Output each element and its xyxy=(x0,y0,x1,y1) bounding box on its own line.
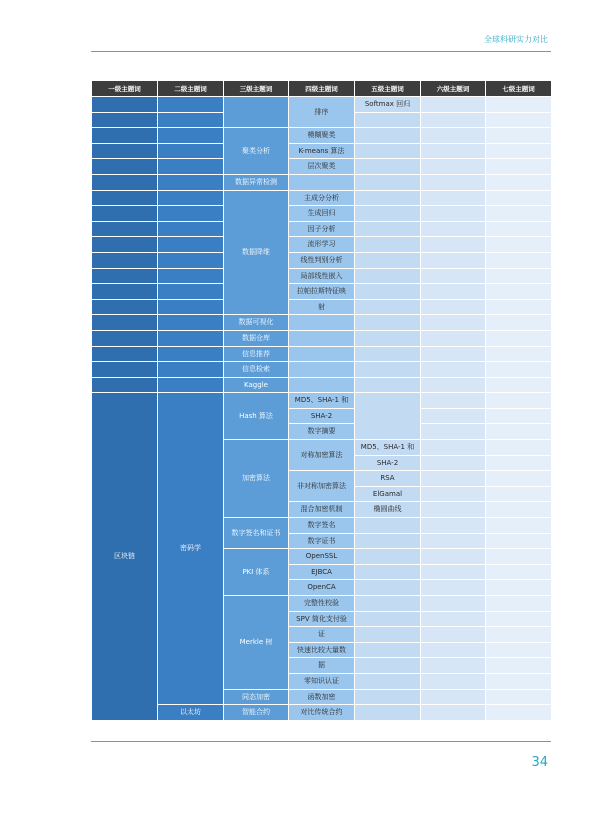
table-cell xyxy=(158,174,224,190)
table-cell: 信息推荐 xyxy=(224,346,289,362)
table-cell xyxy=(421,455,486,471)
table-cell xyxy=(421,221,486,237)
table-cell: 函数加密 xyxy=(289,689,355,705)
table-cell xyxy=(92,252,158,268)
table-cell: 以太坊 xyxy=(158,705,224,721)
table-cell: OpenSSL xyxy=(289,549,355,565)
table-cell xyxy=(355,252,421,268)
table-cell: 主成分分析 xyxy=(289,190,355,206)
header-title: 全球科研实力对比 xyxy=(484,35,548,44)
table-cell xyxy=(486,408,552,424)
table-cell xyxy=(421,143,486,159)
table-cell xyxy=(486,549,552,565)
table-cell xyxy=(92,97,158,113)
table-cell xyxy=(421,611,486,627)
table-row xyxy=(92,346,552,362)
table-row xyxy=(92,190,552,206)
table-cell xyxy=(355,128,421,144)
table-cell xyxy=(486,315,552,331)
table-cell: 数据仓库 xyxy=(224,330,289,346)
table-cell: 非对称加密算法 xyxy=(289,471,355,502)
table-cell xyxy=(158,268,224,284)
table-cell: SPV 简化支付验 xyxy=(289,611,355,627)
table-cell xyxy=(289,330,355,346)
table-cell xyxy=(486,190,552,206)
table-cell xyxy=(92,221,158,237)
table-cell: 加密算法 xyxy=(224,440,289,518)
table-row xyxy=(92,206,552,222)
table-cell: Merkle 树 xyxy=(224,596,289,690)
table-cell xyxy=(486,377,552,393)
table-cell: 同态加密 xyxy=(224,689,289,705)
table-cell xyxy=(355,237,421,253)
table-cell xyxy=(421,705,486,721)
table-row xyxy=(92,97,552,113)
table-cell: EJBCA xyxy=(289,564,355,580)
table-cell xyxy=(421,315,486,331)
table-cell xyxy=(486,596,552,612)
table-cell xyxy=(158,330,224,346)
table-cell xyxy=(355,299,421,315)
table-cell: 椭圆曲线 xyxy=(355,502,421,518)
table-cell xyxy=(158,143,224,159)
table-cell xyxy=(421,689,486,705)
table-cell xyxy=(355,284,421,300)
table-cell xyxy=(421,549,486,565)
table-cell xyxy=(92,237,158,253)
column-header-level5: 五级主题词 xyxy=(355,81,421,97)
table-cell xyxy=(486,424,552,440)
footer-divider xyxy=(91,741,551,742)
table-cell xyxy=(158,315,224,331)
table-cell xyxy=(355,330,421,346)
table-row xyxy=(92,705,552,721)
table-cell: 区块链 xyxy=(92,393,158,720)
table-cell xyxy=(355,689,421,705)
table-cell: 模糊聚类 xyxy=(289,128,355,144)
table-cell xyxy=(158,206,224,222)
table-cell xyxy=(421,486,486,502)
table-cell xyxy=(486,502,552,518)
table-cell xyxy=(355,159,421,175)
table-cell: SHA-2 xyxy=(355,455,421,471)
table-cell xyxy=(486,673,552,689)
table-cell: 数据异常检测 xyxy=(224,174,289,190)
table-cell xyxy=(92,143,158,159)
table-cell xyxy=(421,627,486,643)
table-cell xyxy=(355,315,421,331)
table-cell xyxy=(92,284,158,300)
table-cell xyxy=(355,362,421,378)
table-cell xyxy=(355,611,421,627)
table-cell: 聚类分析 xyxy=(224,128,289,175)
table-cell xyxy=(158,97,224,113)
table-cell: 密码学 xyxy=(158,393,224,705)
table-cell: 智能合约 xyxy=(224,705,289,721)
table-cell xyxy=(158,112,224,128)
table-cell xyxy=(486,455,552,471)
table-cell xyxy=(421,362,486,378)
column-header-level3: 三级主题词 xyxy=(224,81,289,97)
table-cell xyxy=(289,377,355,393)
table-cell xyxy=(486,284,552,300)
table-cell xyxy=(486,564,552,580)
table-cell: 混合加密机制 xyxy=(289,502,355,518)
table-cell: SHA-2 xyxy=(289,408,355,424)
table-cell: PKI 体系 xyxy=(224,549,289,596)
table-cell: 信息检索 xyxy=(224,362,289,378)
table-cell xyxy=(289,315,355,331)
table-row xyxy=(92,252,552,268)
table-cell: 据 xyxy=(289,658,355,674)
table-cell xyxy=(355,564,421,580)
table-cell xyxy=(92,299,158,315)
table-cell: 对称加密算法 xyxy=(289,440,355,471)
table-cell xyxy=(158,284,224,300)
table-row xyxy=(92,299,552,315)
table-cell xyxy=(421,502,486,518)
table-row xyxy=(92,174,552,190)
table-cell xyxy=(92,268,158,284)
table-cell xyxy=(486,486,552,502)
table-cell: 数字签名和证书 xyxy=(224,518,289,549)
table-cell xyxy=(421,658,486,674)
table-cell: 因子分析 xyxy=(289,221,355,237)
table-cell xyxy=(355,393,421,440)
topic-table xyxy=(91,80,552,721)
table-cell xyxy=(92,315,158,331)
table-cell xyxy=(355,206,421,222)
table-cell xyxy=(486,611,552,627)
table-cell xyxy=(486,143,552,159)
table-cell xyxy=(421,112,486,128)
table-cell xyxy=(158,377,224,393)
table-cell: 数字证书 xyxy=(289,533,355,549)
table-cell: MD5、SHA-1 和 xyxy=(355,440,421,456)
table-cell xyxy=(92,330,158,346)
table-cell xyxy=(355,549,421,565)
table-cell xyxy=(486,97,552,113)
table-row xyxy=(92,268,552,284)
table-row xyxy=(92,159,552,175)
table-cell: 完整性校验 xyxy=(289,596,355,612)
table-row xyxy=(92,362,552,378)
table-cell xyxy=(355,627,421,643)
table-cell xyxy=(486,471,552,487)
column-header-level7: 七级主题词 xyxy=(486,81,552,97)
column-header-level4: 四级主题词 xyxy=(289,81,355,97)
table-cell xyxy=(486,362,552,378)
table-cell xyxy=(355,221,421,237)
table-cell xyxy=(158,221,224,237)
table-cell xyxy=(355,268,421,284)
table-cell xyxy=(486,206,552,222)
table-cell: 数据可视化 xyxy=(224,315,289,331)
table-cell xyxy=(355,705,421,721)
table-cell xyxy=(421,596,486,612)
table-cell: K-means 算法 xyxy=(289,143,355,159)
table-row xyxy=(92,377,552,393)
table-cell: Kaggle xyxy=(224,377,289,393)
table-cell xyxy=(355,533,421,549)
column-header-level2: 二级主题词 xyxy=(158,81,224,97)
table-cell xyxy=(92,159,158,175)
table-cell xyxy=(92,128,158,144)
table-cell: MD5、SHA-1 和 xyxy=(289,393,355,409)
table-cell xyxy=(355,112,421,128)
table-cell xyxy=(486,174,552,190)
table-cell xyxy=(421,393,486,409)
table-row xyxy=(92,143,552,159)
table-cell xyxy=(355,658,421,674)
table-cell xyxy=(486,159,552,175)
table-cell xyxy=(486,689,552,705)
column-header-level6: 六级主题词 xyxy=(421,81,486,97)
table-header-row xyxy=(92,81,552,97)
table-cell xyxy=(486,627,552,643)
table-cell xyxy=(92,206,158,222)
table-cell xyxy=(421,471,486,487)
table-cell xyxy=(158,362,224,378)
table-cell xyxy=(421,237,486,253)
table-cell xyxy=(92,377,158,393)
table-row xyxy=(92,315,552,331)
table-cell: 数字摘要 xyxy=(289,424,355,440)
table-cell xyxy=(355,580,421,596)
table-cell xyxy=(355,377,421,393)
table-cell: Softmax 回归 xyxy=(355,97,421,113)
table-cell: 局部线性嵌入 xyxy=(289,268,355,284)
table-cell xyxy=(355,174,421,190)
table-row xyxy=(92,393,552,409)
table-cell xyxy=(486,221,552,237)
page-number: 34 xyxy=(531,755,548,770)
table-cell xyxy=(224,97,289,128)
table-row xyxy=(92,128,552,144)
table-cell xyxy=(486,440,552,456)
table-cell: 排序 xyxy=(289,97,355,128)
table-cell xyxy=(421,518,486,534)
table-cell: 快速比较大量数 xyxy=(289,642,355,658)
table-cell xyxy=(355,673,421,689)
table-row xyxy=(92,237,552,253)
table-cell xyxy=(158,190,224,206)
table-cell xyxy=(421,440,486,456)
table-cell xyxy=(421,642,486,658)
table-cell xyxy=(486,533,552,549)
table-cell xyxy=(421,206,486,222)
table-cell: 数据降维 xyxy=(224,190,289,315)
table-cell: Hash 算法 xyxy=(224,393,289,440)
table-row xyxy=(92,284,552,300)
table-cell: RSA xyxy=(355,471,421,487)
table-cell xyxy=(355,596,421,612)
header-divider xyxy=(91,51,551,52)
table-cell xyxy=(486,112,552,128)
table-cell: ElGamal xyxy=(355,486,421,502)
table-cell xyxy=(355,518,421,534)
table-cell xyxy=(421,268,486,284)
table-cell xyxy=(158,237,224,253)
table-cell xyxy=(421,580,486,596)
table-cell xyxy=(421,159,486,175)
table-cell xyxy=(158,299,224,315)
table-cell: 数字签名 xyxy=(289,518,355,534)
table-cell xyxy=(421,564,486,580)
table-cell: 射 xyxy=(289,299,355,315)
table-cell xyxy=(486,705,552,721)
table-cell: 线性判别分析 xyxy=(289,252,355,268)
table-cell xyxy=(158,252,224,268)
table-cell xyxy=(289,174,355,190)
table-cell xyxy=(486,580,552,596)
table-cell xyxy=(486,128,552,144)
table-cell xyxy=(158,159,224,175)
table-cell xyxy=(355,642,421,658)
table-cell: 流形学习 xyxy=(289,237,355,253)
table-cell xyxy=(486,658,552,674)
table-cell xyxy=(289,362,355,378)
table-cell xyxy=(486,330,552,346)
table-cell xyxy=(421,97,486,113)
table-cell xyxy=(486,393,552,409)
table-cell xyxy=(421,408,486,424)
table-cell xyxy=(289,346,355,362)
table-cell: 生成回归 xyxy=(289,206,355,222)
table-cell xyxy=(92,346,158,362)
table-cell xyxy=(92,112,158,128)
table-cell xyxy=(421,377,486,393)
table-cell xyxy=(158,128,224,144)
table-cell xyxy=(355,143,421,159)
table-cell xyxy=(92,174,158,190)
table-cell xyxy=(486,346,552,362)
table-cell: 拉帕拉斯特征映 xyxy=(289,284,355,300)
table-cell xyxy=(421,284,486,300)
table-cell xyxy=(421,128,486,144)
table-cell xyxy=(355,190,421,206)
table-cell xyxy=(158,346,224,362)
table-cell xyxy=(92,362,158,378)
table-cell xyxy=(355,346,421,362)
table-cell xyxy=(421,533,486,549)
table-cell: 层次聚类 xyxy=(289,159,355,175)
table-cell xyxy=(421,252,486,268)
table-cell xyxy=(486,268,552,284)
table-cell xyxy=(92,190,158,206)
table-cell xyxy=(421,346,486,362)
table-row xyxy=(92,330,552,346)
table-cell xyxy=(486,518,552,534)
table-cell xyxy=(486,252,552,268)
table-cell: 对比传统合约 xyxy=(289,705,355,721)
table-cell: 证 xyxy=(289,627,355,643)
table-cell xyxy=(486,237,552,253)
column-header-level1: 一级主题词 xyxy=(92,81,158,97)
table-cell xyxy=(486,299,552,315)
table-cell xyxy=(421,424,486,440)
table-cell: OpenCA xyxy=(289,580,355,596)
table-cell: 零知识认证 xyxy=(289,673,355,689)
table-cell xyxy=(421,330,486,346)
table-cell xyxy=(421,174,486,190)
table-row xyxy=(92,221,552,237)
table-cell xyxy=(421,673,486,689)
table-cell xyxy=(421,190,486,206)
table-cell xyxy=(486,642,552,658)
table-cell xyxy=(421,299,486,315)
